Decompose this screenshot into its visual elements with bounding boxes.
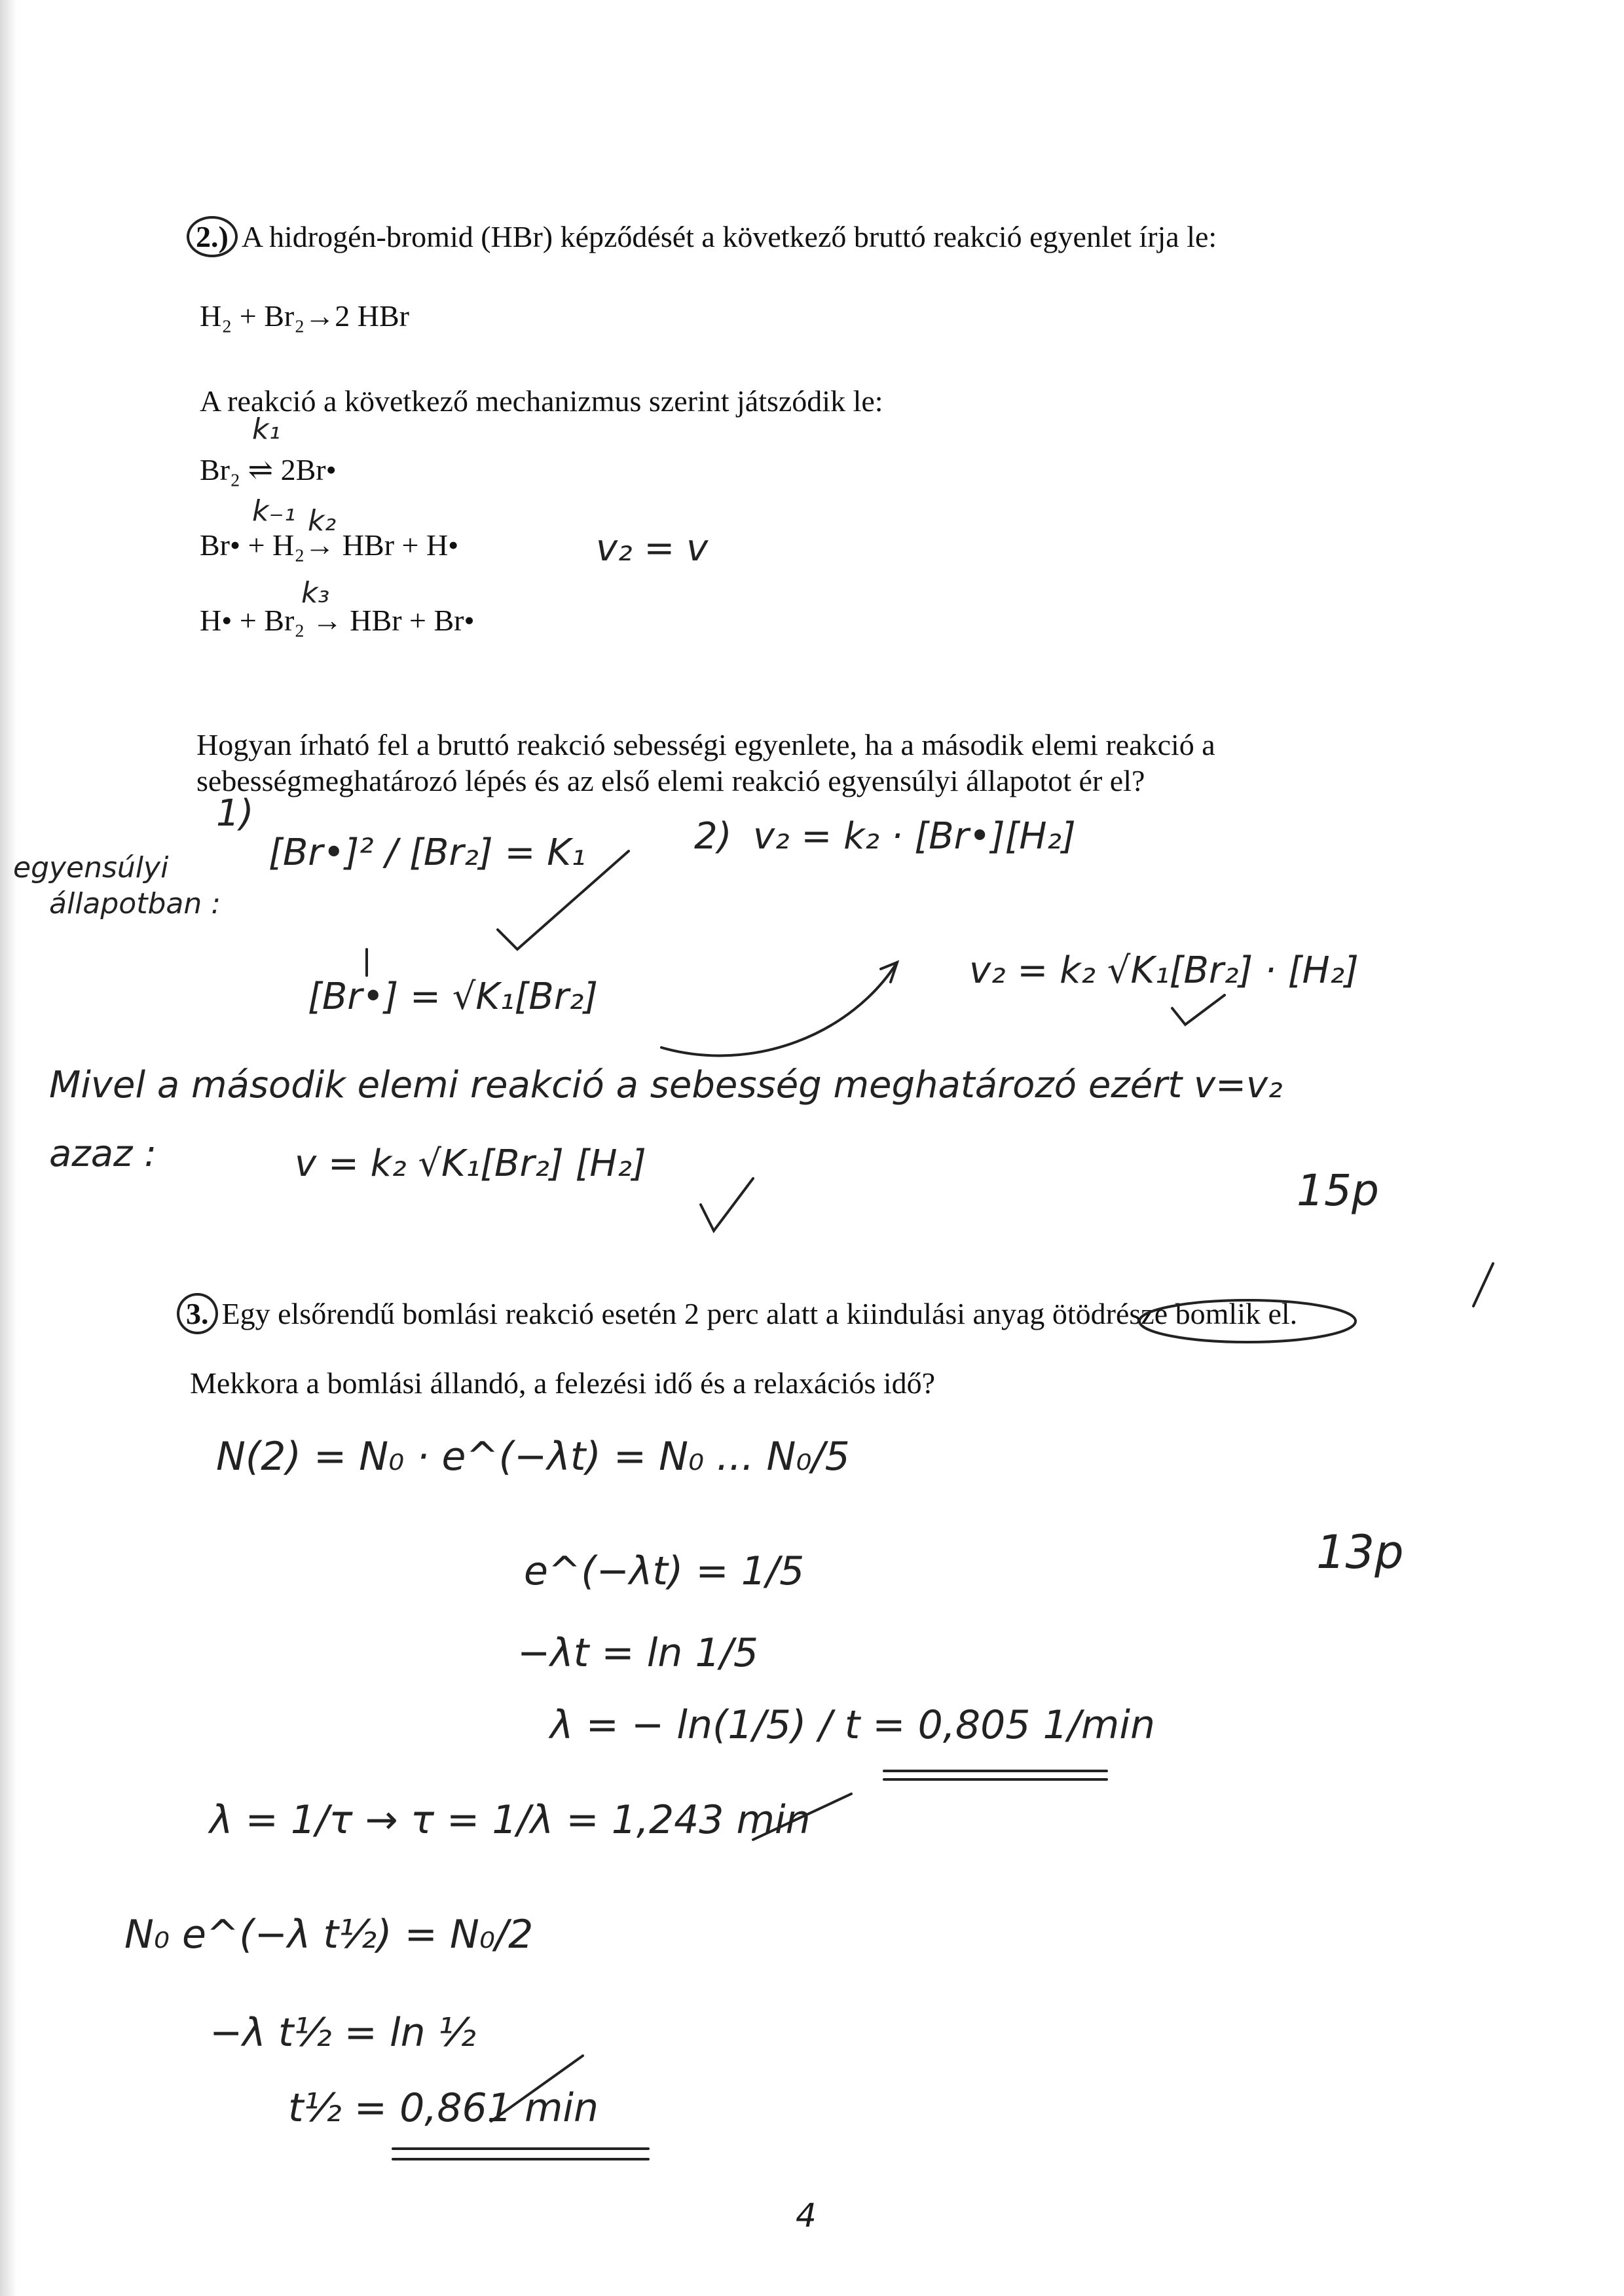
hand-step-1: 1) xyxy=(216,792,254,835)
hand-equilibrium-constant: [Br•]² / [Br₂] = K₁ xyxy=(268,831,586,874)
step1-rate-constant: k₁ xyxy=(252,412,281,446)
hand-score-task3: 13p xyxy=(1316,1525,1404,1579)
hand-half-life-eq-1: N₀ e^(−λ t½) = N₀/2 xyxy=(124,1912,534,1958)
task2-question-line1: Hogyan írható fel a bruttó reakció sebességi egyenlete, ha a második elemi reakció a xyxy=(196,728,1215,761)
task2-intro: A hidrogén-bromid (HBr) képződését a következő bruttó reakció egyenlet írja le: xyxy=(241,220,1217,253)
hand-since-line: Mivel a második elemi reakció a sebesség meghatározó ezért v=v₂ xyxy=(49,1064,1283,1106)
hand-decay-eq-2: e^(−λt) = 1/5 xyxy=(524,1548,805,1594)
hand-half-life-eq-3: t½ = 0,861 min xyxy=(288,2085,599,2131)
hand-decay-eq-1: N(2) = N₀ · e^(−λt) = N₀ ... N₀/5 xyxy=(216,1434,850,1480)
hand-half-life-eq-2: −λ t½ = ln ½ xyxy=(210,2010,476,2056)
strike-mark xyxy=(753,1794,851,1840)
mechanism-step-2: Br• + H₂→ HBr + H• xyxy=(200,528,459,562)
checkmark-icon xyxy=(701,1178,753,1231)
step2-rate-constant: k₂ xyxy=(308,504,337,538)
highlight-ellipse xyxy=(1139,1300,1356,1342)
hand-decay-eq-4: λ = − ln(1/5) / t = 0,805 1/min xyxy=(550,1702,1156,1748)
checkmark-icon xyxy=(1172,995,1225,1025)
hand-ie-label: azaz : xyxy=(49,1133,157,1175)
task3-text1: Egy elsőrendű bomlási reakció esetén 2 perc alatt a kiindulási anyag ötödrésze bomlik el. xyxy=(221,1297,1298,1330)
task2-number: 2.) xyxy=(187,216,238,257)
hand-br-concentration: [Br•] = √K₁[Br₂] xyxy=(308,975,599,1018)
checkmark-icon xyxy=(498,851,629,949)
hand-v2-final: v₂ = k₂ √K₁[Br₂] · [H₂] xyxy=(969,949,1359,992)
page-number: 4 xyxy=(796,2196,817,2234)
task3-number: 3. xyxy=(177,1293,218,1334)
hand-v2-equals-v: v₂ = v xyxy=(596,527,709,570)
hand-v-final: v = k₂ √K₁[Br₂] [H₂] xyxy=(295,1142,646,1185)
step1-reverse-rate-constant: k₋₁ xyxy=(252,494,296,528)
task2-question-line2: sebességmeghatározó lépés és az első elemi reakció egyensúlyi állapotot ér el? xyxy=(196,764,1145,797)
margin-slash-mark xyxy=(1473,1264,1493,1306)
task3-line2: Mekkora a bomlási állandó, a felezési idő és a relaxációs idő? xyxy=(190,1366,936,1400)
hand-step-2: 2) xyxy=(694,815,732,858)
strike-mark xyxy=(491,2056,583,2121)
hand-decay-eq-3: −λt = ln 1/5 xyxy=(517,1630,759,1676)
hand-equilibrium-label-1: egyensúlyi xyxy=(13,851,169,884)
hand-tau-eq: λ = 1/τ → τ = 1/λ = 1,243 min xyxy=(210,1797,811,1843)
mechanism-step-3: H• + Br₂ → HBr + Br• xyxy=(200,604,475,637)
curved-arrow-icon xyxy=(661,962,897,1055)
hand-equilibrium-label-2: állapotban : xyxy=(49,887,221,920)
task2-overall-equation: H₂ + Br₂→2 HBr xyxy=(200,299,409,333)
step3-rate-constant: k₃ xyxy=(301,576,330,610)
hand-v2-rate: v₂ = k₂ · [Br•][H₂] xyxy=(753,815,1076,858)
task2-mechanism-intro: A reakció a következő mechanizmus szerint játszódik le: xyxy=(200,384,883,418)
hand-score-task2: 15p xyxy=(1297,1165,1379,1216)
mechanism-step-1: Br₂ ⇌ 2Br• xyxy=(200,453,337,486)
